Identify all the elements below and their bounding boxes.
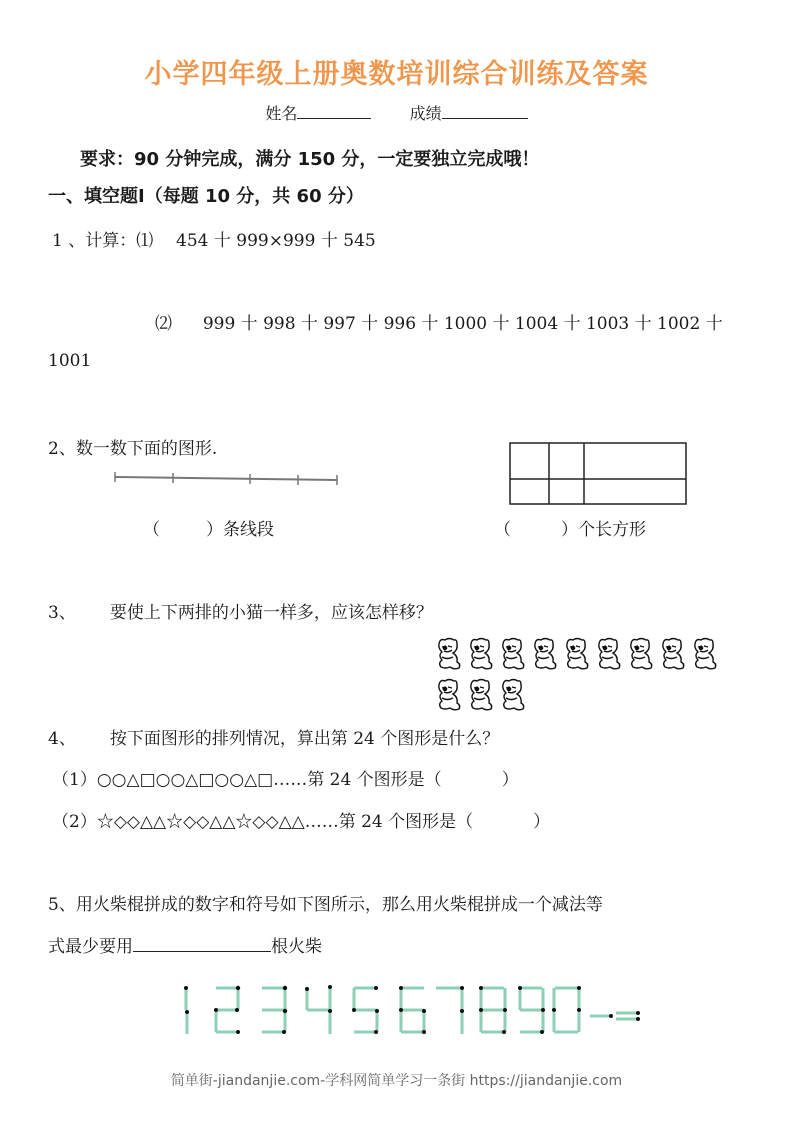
q5-line-1: 5、用火柴棍拼成的数字和符号如下图所示，那么用火柴棍拼成一个减法等 xyxy=(48,895,603,915)
page-footer: 简单街-jiandanjie.com-学科网简单学习一条街 https://jiandanjie.com xyxy=(170,1073,623,1089)
q5-prefix: 式最少要用 xyxy=(48,937,133,957)
q1-expression-2: 999 十 998 十 997 十 996 十 1000 十 1004 十 1003 十 1002 十 xyxy=(202,314,723,334)
open-paren: （ xyxy=(494,520,511,540)
score-label: 成绩 xyxy=(409,104,442,123)
q2-line-answer xyxy=(143,515,274,540)
q4-part1-label: （1） xyxy=(52,770,97,790)
rect-answer-label: ）个长方形 xyxy=(561,520,646,540)
q1-label-2: ⑵ xyxy=(155,314,172,334)
cats-top-row xyxy=(436,636,736,674)
question-3 xyxy=(48,598,433,623)
q5-line-2 xyxy=(48,932,322,957)
score-blank[interactable] xyxy=(442,102,528,119)
name-blank[interactable] xyxy=(297,102,371,119)
matchstick-digits-figure xyxy=(180,982,640,1038)
name-label: 姓名 xyxy=(265,104,298,123)
q3-prompt: 要使上下两排的小猫一样多，应该怎样移？ xyxy=(109,603,433,623)
q5-answer-blank[interactable] xyxy=(133,935,271,952)
close-paren: ） xyxy=(533,812,551,832)
line-answer-label: ）条线段 xyxy=(206,520,274,540)
q4-part2-sequence: ☆◇◇△△☆◇◇△△☆◇◇△△……第 24 个图形是（ xyxy=(96,812,474,832)
q1-prefix: 1 、计算：⑴ xyxy=(52,231,154,251)
section-heading: 一、填空题Ⅰ（每题 10 分，共 60 分） xyxy=(48,186,364,207)
cat-icons-top xyxy=(436,636,736,670)
q1-part-2 xyxy=(155,309,723,334)
q4-prompt: 按下面图形的排列情况，算出第 24 个图形是什么？ xyxy=(109,729,500,749)
student-info xyxy=(0,101,793,124)
q4-number: 4、 xyxy=(48,729,76,749)
q2-prompt: 2、数一数下面的图形. xyxy=(48,439,218,459)
close-paren: ） xyxy=(501,770,519,790)
open-paren: （ xyxy=(143,520,160,540)
q1-expression-1: 454 十 999×999 十 545 xyxy=(176,231,376,251)
q3-number: 3、 xyxy=(48,603,76,623)
requirement-text: 要求：90 分钟完成，满分 150 分，一定要独立完成哦！ xyxy=(80,149,540,170)
cats-bottom-row xyxy=(436,677,536,715)
q4-part2-label: （2） xyxy=(52,812,97,832)
q4-part-1 xyxy=(52,765,519,790)
question-1 xyxy=(52,226,376,251)
q1-expression-2-cont: 1001 xyxy=(48,351,92,371)
q4-part1-sequence: ○○△□○○△□○○△□……第 24 个图形是（ xyxy=(96,770,442,790)
line-segment-figure xyxy=(112,472,342,488)
rectangle-grid-figure xyxy=(509,442,689,506)
q2-rect-answer xyxy=(494,515,646,540)
question-4 xyxy=(48,724,499,749)
q4-part-2 xyxy=(52,807,550,832)
page-title: 小学四年级上册奥数培训综合训练及答案 xyxy=(144,59,649,90)
cat-icons-bottom xyxy=(436,677,536,711)
q5-suffix: 根火柴 xyxy=(271,937,322,957)
